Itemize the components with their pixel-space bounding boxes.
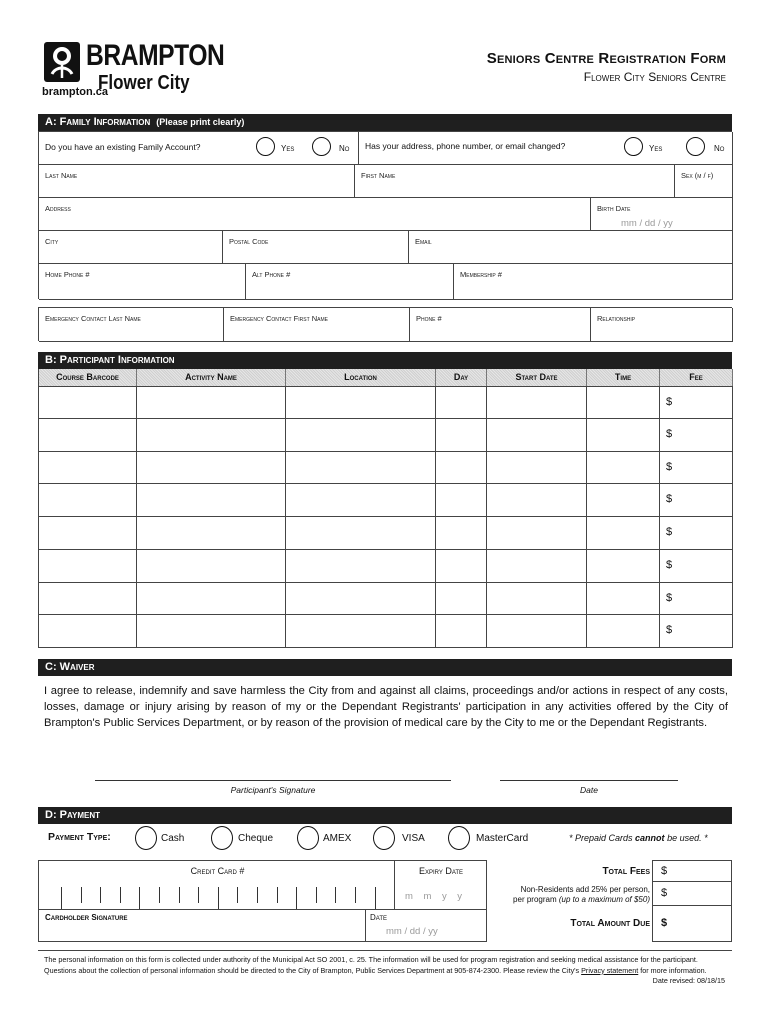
col-activity-name: Activity Name — [137, 369, 286, 386]
first-name-label: First Name — [361, 171, 396, 180]
start-date-cell[interactable] — [487, 517, 587, 550]
cheque-radio[interactable] — [211, 826, 233, 850]
last-name-label: Last Name — [45, 171, 78, 180]
card-digit-divider — [335, 887, 336, 903]
day-cell[interactable] — [436, 484, 487, 517]
location-cell[interactable] — [286, 550, 436, 583]
activity-name-cell[interactable] — [137, 517, 286, 550]
activity-name-cell[interactable] — [137, 484, 286, 517]
col-day: Day — [436, 369, 487, 386]
city-field[interactable] — [39, 231, 223, 264]
form-title: Seniors Centre Registration Form — [486, 50, 726, 67]
start-date-cell[interactable] — [487, 550, 587, 583]
day-cell[interactable] — [436, 615, 487, 648]
expiry-date-field[interactable] — [395, 860, 487, 910]
credit-card-field[interactable] — [38, 860, 395, 910]
brand-name: BRAMPTON — [86, 39, 225, 72]
address-label: Address — [45, 204, 71, 213]
visa-label: VISA — [402, 833, 425, 844]
location-cell[interactable] — [286, 484, 436, 517]
card-digit-divider — [100, 887, 101, 903]
day-cell[interactable] — [436, 386, 487, 419]
course-barcode-cell[interactable] — [39, 419, 137, 452]
birth-date-label: Birth Date — [597, 204, 631, 213]
info-changed-yes-label: Yes — [649, 144, 663, 153]
card-digit-divider — [316, 887, 317, 903]
fee-dollar: $ — [666, 591, 673, 604]
sex-label: Sex (m / f) — [681, 171, 714, 180]
fee-cell[interactable] — [660, 419, 733, 452]
col-course-barcode: Course Barcode — [39, 369, 137, 386]
location-cell[interactable] — [286, 615, 436, 648]
prepaid-note-pre: * Prepaid Cards — [569, 833, 636, 843]
start-date-cell[interactable] — [487, 615, 587, 648]
card-digit-divider — [81, 887, 82, 903]
section-c-title: C: Waiver — [45, 661, 95, 673]
section-a-bar — [38, 114, 732, 131]
mastercard-radio[interactable] — [448, 826, 470, 850]
start-date-cell[interactable] — [487, 386, 587, 419]
start-date-cell[interactable] — [487, 452, 587, 485]
postal-code-field[interactable] — [223, 231, 409, 264]
activity-name-cell[interactable] — [137, 550, 286, 583]
ec-last-name-label: Emergency Contact Last Name — [45, 314, 141, 323]
location-cell[interactable] — [286, 452, 436, 485]
visa-radio[interactable] — [373, 826, 395, 850]
location-cell[interactable] — [286, 386, 436, 419]
start-date-cell[interactable] — [487, 419, 587, 452]
course-barcode-cell[interactable] — [39, 484, 137, 517]
day-cell[interactable] — [436, 452, 487, 485]
family-account-question-cell — [39, 132, 359, 165]
card-digit-divider — [159, 887, 160, 903]
non-resident-fee-field[interactable] — [652, 882, 732, 906]
first-name-field[interactable] — [355, 165, 675, 198]
location-cell[interactable] — [286, 419, 436, 452]
fee-cell[interactable] — [660, 615, 733, 648]
day-cell[interactable] — [436, 583, 487, 616]
activity-name-cell[interactable] — [137, 452, 286, 485]
brand-tagline: Flower City — [98, 72, 190, 94]
course-barcode-cell[interactable] — [39, 452, 137, 485]
family-account-yes-label: Yes — [281, 144, 295, 153]
info-changed-no-label: No — [714, 144, 725, 153]
start-date-cell[interactable] — [487, 484, 587, 517]
section-d-title: D: Payment — [45, 809, 101, 821]
ec-last-name-field[interactable] — [39, 308, 224, 342]
card-digit-divider — [237, 887, 238, 903]
family-info-grid — [38, 131, 732, 299]
brampton-logo — [42, 40, 232, 100]
fee-cell[interactable] — [660, 386, 733, 419]
ec-phone-field[interactable] — [410, 308, 591, 342]
non-resident-dollar: $ — [661, 887, 668, 899]
section-b-bar — [38, 352, 732, 369]
non-resident-note-line2 — [490, 895, 650, 905]
course-barcode-cell[interactable] — [39, 615, 137, 648]
info-changed-yes-radio[interactable] — [624, 137, 643, 156]
non-resident-note-pre: per program — [513, 895, 559, 904]
non-resident-note-italic: (up to a maximum of $50) — [558, 895, 650, 904]
fee-cell[interactable] — [660, 550, 733, 583]
ec-relationship-field[interactable] — [591, 308, 733, 342]
fee-dollar: $ — [666, 558, 673, 571]
brand-website: brampton.ca — [42, 86, 109, 98]
amex-label: AMEX — [323, 833, 352, 844]
prepaid-note-bold: cannot — [635, 833, 665, 843]
time-cell[interactable] — [587, 452, 660, 485]
waiver-date-caption: Date — [580, 785, 598, 795]
section-c-bar — [38, 659, 732, 676]
location-cell[interactable] — [286, 517, 436, 550]
membership-field[interactable] — [454, 264, 733, 300]
location-cell[interactable] — [286, 583, 436, 616]
col-start-date: Start Date — [487, 369, 587, 386]
cash-label: Cash — [161, 833, 185, 844]
activity-name-cell[interactable] — [137, 386, 286, 419]
col-location: Location — [286, 369, 436, 386]
total-due-label: Total Amount Due — [570, 918, 650, 929]
activity-name-cell[interactable] — [137, 419, 286, 452]
total-fees-field[interactable] — [652, 860, 732, 882]
expiry-placeholder: m m y y — [405, 891, 462, 902]
last-name-field[interactable] — [39, 165, 355, 198]
course-barcode-cell[interactable] — [39, 583, 137, 616]
total-due-field[interactable] — [652, 906, 732, 942]
fee-dollar: $ — [666, 460, 673, 473]
payment-type-label: Payment Type: — [48, 831, 111, 843]
day-cell[interactable] — [436, 517, 487, 550]
section-a-note: (Please print clearly) — [156, 117, 245, 127]
cash-radio[interactable] — [135, 826, 157, 850]
course-barcode-cell[interactable] — [39, 550, 137, 583]
start-date-cell[interactable] — [487, 583, 587, 616]
fee-dollar: $ — [666, 526, 673, 538]
card-digit-divider — [277, 887, 278, 903]
total-fees-dollar: $ — [661, 865, 668, 877]
email-label: Email — [415, 237, 432, 246]
mastercard-label: MasterCard — [476, 833, 529, 844]
card-digit-divider — [257, 887, 258, 903]
card-digit-divider — [198, 887, 199, 903]
membership-label: Membership # — [460, 270, 502, 279]
card-digit-divider — [139, 887, 140, 909]
date-revised: Date revised: 08/18/15 — [652, 976, 725, 985]
activity-name-cell[interactable] — [137, 583, 286, 616]
family-account-question: Do you have an existing Family Account? — [45, 142, 201, 152]
alt-phone-label: Alt Phone # — [252, 270, 291, 279]
fee-cell[interactable] — [660, 484, 733, 517]
footer-divider — [38, 950, 732, 951]
fee-dollar: $ — [666, 427, 673, 440]
course-barcode-cell[interactable] — [39, 386, 137, 419]
amex-radio[interactable] — [297, 826, 319, 850]
time-cell[interactable] — [587, 386, 660, 419]
non-resident-note-line1: Non-Residents add 25% per person, — [520, 885, 650, 894]
expiry-date-label: Expiry Date — [418, 866, 464, 876]
payment-date-placeholder: mm / dd / yy — [386, 926, 438, 937]
fee-dollar: $ — [666, 624, 673, 637]
time-cell[interactable] — [587, 484, 660, 517]
fee-cell[interactable] — [660, 517, 733, 550]
time-cell[interactable] — [587, 550, 660, 583]
ec-relationship-label: Relationship — [597, 314, 636, 323]
card-digit-divider — [61, 887, 62, 909]
city-label: City — [45, 237, 59, 246]
payment-date-label: Date — [370, 913, 388, 922]
home-phone-field[interactable] — [39, 264, 246, 300]
emergency-contact-grid — [38, 307, 732, 341]
home-phone-label: Home Phone # — [45, 270, 90, 279]
waiver-date-line[interactable] — [500, 780, 678, 781]
day-cell[interactable] — [436, 550, 487, 583]
participant-signature-line[interactable] — [95, 780, 451, 781]
info-changed-question-cell — [359, 132, 733, 165]
participant-signature-caption: Participant's Signature — [230, 785, 316, 795]
total-due-dollar: $ — [661, 917, 668, 929]
time-cell[interactable] — [587, 419, 660, 452]
waiver-text: I agree to release, indemnify and save harmless the City from and against all claims, proceedings and/or actions in respect of any costs, losses, damage or injury arising by reason of my or the Dependant Registrants' participation in any activities offered by the City of Brampton's Public Services Department, or by reason of the provision of medical care by the City to me or the Dependant Registrants. — [44, 685, 728, 729]
cardholder-signature-label: Cardholder Signature — [45, 913, 128, 922]
card-digit-divider — [375, 887, 376, 909]
non-resident-note — [490, 885, 650, 905]
flower-logo-icon — [42, 40, 82, 84]
fee-cell[interactable] — [660, 583, 733, 616]
payment-date-field[interactable] — [366, 910, 487, 942]
cardholder-signature-field[interactable] — [38, 910, 366, 942]
credit-card-label: Credit Card # — [190, 866, 245, 876]
time-cell[interactable] — [587, 517, 660, 550]
family-account-no-label: No — [339, 144, 350, 153]
card-digit-divider — [120, 887, 121, 903]
privacy-statement-link[interactable]: Privacy statement — [581, 965, 639, 975]
card-digit-divider — [218, 887, 219, 909]
birth-date-field[interactable] — [591, 198, 733, 231]
email-field[interactable] — [409, 231, 733, 264]
time-cell[interactable] — [587, 583, 660, 616]
family-account-yes-radio[interactable] — [256, 137, 275, 156]
card-digit-divider — [179, 887, 180, 903]
course-table — [38, 369, 732, 648]
day-cell[interactable] — [436, 419, 487, 452]
course-barcode-cell[interactable] — [39, 517, 137, 550]
prepaid-note — [569, 833, 708, 843]
section-b-title: B: Participant Information — [45, 354, 175, 366]
info-changed-question: Has your address, phone number, or email changed? — [365, 141, 566, 151]
sex-field[interactable] — [675, 165, 733, 198]
total-fees-label: Total Fees — [602, 866, 650, 877]
fee-cell[interactable] — [660, 452, 733, 485]
payment-grid — [38, 860, 732, 942]
time-cell[interactable] — [587, 615, 660, 648]
form-subtitle: Flower City Seniors Centre — [583, 70, 726, 84]
ec-first-name-field[interactable] — [224, 308, 410, 342]
card-digit-divider — [355, 887, 356, 903]
ec-phone-label: Phone # — [416, 314, 442, 323]
ec-first-name-label: Emergency Contact First Name — [230, 314, 328, 323]
postal-code-label: Postal Code — [229, 237, 269, 246]
family-account-no-radio[interactable] — [312, 137, 331, 156]
privacy-text-1: The personal information on this form is collected under authority of the Municipal Act SO 2001, c. 25. The information will be used for program registration and seeking medical assistance for the participant. Questions about the collection of personal information should be directed to the City of Brampton, Public Services Department at 905-874-2300. Please review the City's — [44, 955, 698, 975]
info-changed-no-radio[interactable] — [686, 137, 705, 156]
col-time: Time — [587, 369, 660, 386]
activity-name-cell[interactable] — [137, 615, 286, 648]
privacy-footer — [44, 955, 728, 976]
section-a-title: A: Family Information — [45, 116, 151, 128]
fee-dollar: $ — [666, 396, 673, 408]
col-fee: Fee — [660, 369, 733, 386]
privacy-text-2: for more information. — [638, 965, 707, 975]
cheque-label: Cheque — [238, 833, 274, 844]
alt-phone-field[interactable] — [246, 264, 454, 300]
address-field[interactable] — [39, 198, 591, 231]
card-digit-divider — [296, 887, 297, 909]
section-d-bar — [38, 807, 732, 824]
fee-dollar: $ — [666, 493, 673, 506]
birth-date-placeholder: mm / dd / yy — [621, 218, 673, 229]
prepaid-note-post: be used. * — [664, 833, 708, 843]
